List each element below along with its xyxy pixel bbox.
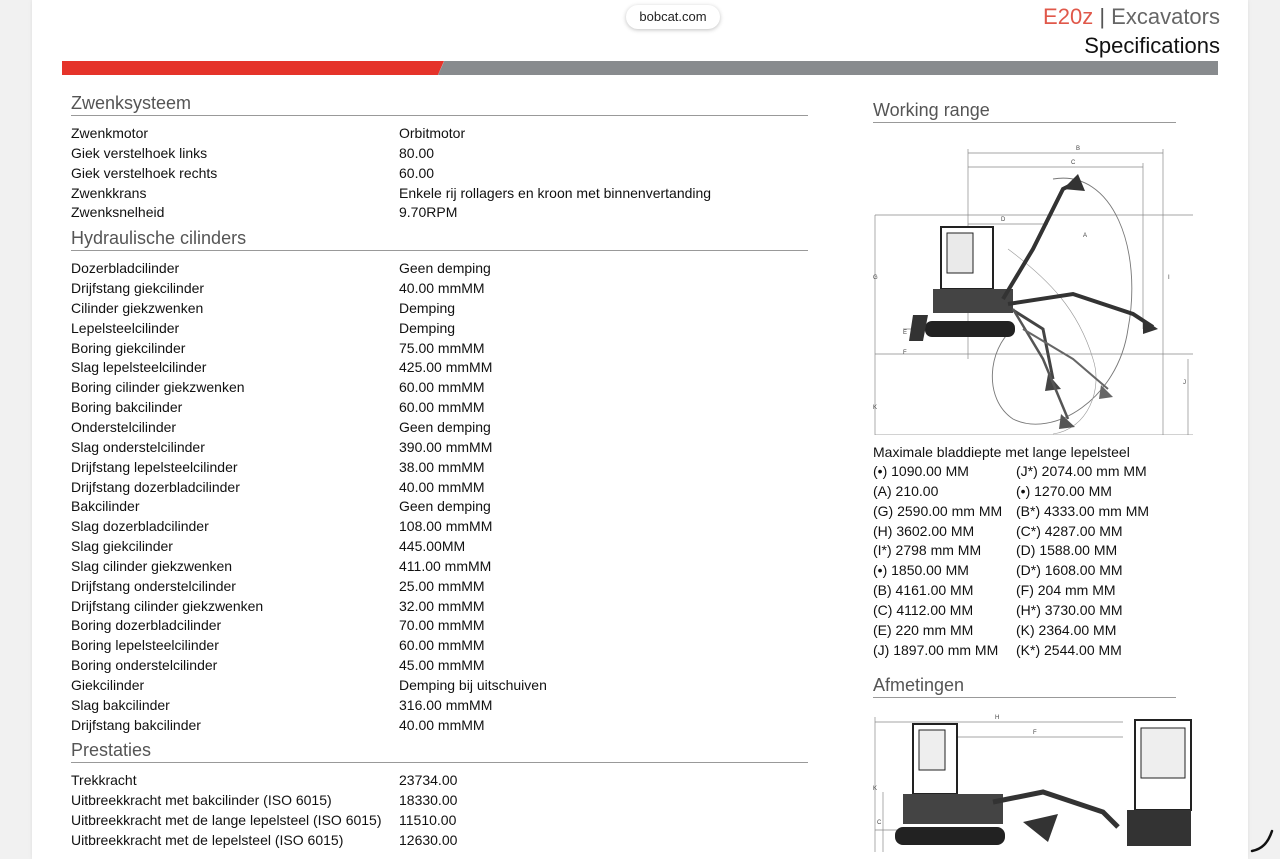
section-hydraulische-cilinders bbox=[71, 227, 808, 735]
diagram-letter: K bbox=[873, 405, 878, 411]
page-header bbox=[1043, 2, 1220, 60]
spec-row bbox=[71, 478, 808, 498]
spec-value: 12630.00 bbox=[399, 832, 458, 848]
spec-value: Orbitmotor bbox=[399, 125, 466, 141]
range-row bbox=[873, 482, 1183, 502]
spec-value: 60.00 mmMM bbox=[399, 399, 485, 416]
diagram-letter: I bbox=[1168, 275, 1170, 281]
spec-value: 60.00 mmMM bbox=[399, 379, 485, 396]
spec-label: Drijfstang onderstelcilinder bbox=[71, 577, 236, 594]
range-row bbox=[873, 601, 1183, 621]
spec-value: 316.00 mmMM bbox=[399, 696, 493, 713]
spec-row bbox=[71, 184, 808, 204]
spec-label: Dozerbladcilinder bbox=[71, 260, 180, 277]
title-separator: | bbox=[1099, 4, 1106, 29]
range-value: (D*) 1608.00 MM bbox=[1016, 562, 1123, 579]
spec-value: 390.00 mmMM bbox=[399, 438, 493, 455]
spec-row bbox=[71, 557, 808, 577]
afmetingen-diagram bbox=[873, 702, 1193, 857]
spec-value: 40.00 mmMM bbox=[399, 478, 485, 495]
spec-value: 18330.00 bbox=[399, 792, 458, 809]
diagram-letter: C bbox=[877, 820, 882, 827]
spec-row bbox=[71, 577, 808, 597]
spec-value: 9.70RPM bbox=[399, 204, 458, 221]
diagram-letter: D bbox=[1001, 217, 1006, 223]
spec-row bbox=[71, 438, 808, 458]
range-row bbox=[873, 561, 1183, 581]
spec-row bbox=[71, 124, 808, 144]
range-value: (E) 220 mm MM bbox=[873, 621, 974, 638]
spec-value: 60.00 bbox=[399, 164, 435, 181]
spec-label: Giekcilinder bbox=[71, 676, 145, 693]
spec-row bbox=[71, 616, 808, 636]
range-value: (A) 210.00 bbox=[873, 482, 939, 499]
spec-row bbox=[71, 497, 808, 517]
spec-row bbox=[71, 537, 808, 557]
spec-label: Bakcilinder bbox=[71, 498, 140, 515]
spec-row bbox=[71, 676, 808, 696]
section-title: Zwenksysteem bbox=[71, 92, 808, 116]
excavator-working-range-illustration bbox=[873, 129, 1193, 435]
range-row bbox=[873, 522, 1183, 542]
spec-value: 108.00 mmMM bbox=[399, 518, 493, 535]
spec-label: Uitbreekkracht met bakcilinder (ISO 6015) bbox=[71, 792, 332, 809]
spec-label: Boring lepelsteelcilinder bbox=[71, 637, 219, 654]
spec-label: Slag bakcilinder bbox=[71, 696, 170, 713]
spec-label: Boring giekcilinder bbox=[71, 339, 186, 356]
working-range-caption: Maximale bladdiepte met lange lepelsteel bbox=[873, 444, 1130, 460]
spec-label: Zwenkkrans bbox=[71, 184, 147, 201]
diagram-letter: B bbox=[1076, 146, 1081, 152]
range-value: (K*) 2544.00 MM bbox=[1016, 641, 1122, 658]
spec-row bbox=[71, 418, 808, 438]
diagram-letter: A bbox=[1083, 233, 1088, 239]
section-title: Hydraulische cilinders bbox=[71, 227, 808, 251]
spec-row bbox=[71, 144, 808, 164]
section-title: Prestaties bbox=[71, 739, 808, 763]
spec-label: Onderstelcilinder bbox=[71, 418, 177, 435]
spec-label: Boring dozerbladcilinder bbox=[71, 617, 222, 634]
spec-row bbox=[71, 164, 808, 184]
spec-row bbox=[71, 716, 808, 736]
spec-row bbox=[71, 259, 808, 279]
range-value: (K) 2364.00 MM bbox=[1016, 621, 1117, 638]
spec-value: Demping bbox=[399, 299, 456, 316]
spec-label: Slag giekcilinder bbox=[71, 538, 173, 555]
range-row bbox=[873, 581, 1183, 601]
section-rows bbox=[71, 771, 808, 850]
page-subtitle: Specifications bbox=[1084, 33, 1220, 58]
range-value: (C*) 4287.00 MM bbox=[1016, 522, 1123, 539]
diagram-letter: G bbox=[873, 275, 878, 281]
range-value: (J*) 2074.00 mm MM bbox=[1016, 463, 1147, 479]
url-pill[interactable]: bobcat.com bbox=[626, 5, 720, 29]
range-value: (H) 3602.00 MM bbox=[873, 522, 975, 539]
spec-row bbox=[71, 378, 808, 398]
spec-value: 75.00 mmMM bbox=[399, 339, 485, 356]
working-range-diagram bbox=[873, 129, 1193, 440]
spec-label: Giek verstelhoek links bbox=[71, 144, 208, 161]
model-name: E20z bbox=[1043, 4, 1094, 29]
range-value: (D) 1588.00 MM bbox=[1016, 542, 1118, 559]
spec-row bbox=[71, 339, 808, 359]
spec-label: Cilinder giekzwenken bbox=[71, 299, 204, 316]
spec-value: 60.00 mmMM bbox=[399, 637, 485, 654]
spec-label: Zwenksnelheid bbox=[71, 204, 165, 221]
spec-value: 411.00 mmMM bbox=[399, 557, 492, 574]
range-row bbox=[873, 502, 1183, 522]
spec-label: Drijfstang dozerbladcilinder bbox=[71, 478, 240, 495]
diagram-letter: F bbox=[1033, 730, 1037, 737]
spec-value: 23734.00 bbox=[399, 772, 458, 789]
range-value: (J) 1897.00 mm MM bbox=[873, 641, 999, 658]
spec-row bbox=[71, 299, 808, 319]
range-value: (C) 4112.00 MM bbox=[873, 601, 974, 618]
range-value: (G) 2590.00 mm MM bbox=[873, 502, 1003, 519]
spec-row bbox=[71, 636, 808, 656]
spec-label: Drijfstang bakcilinder bbox=[71, 716, 201, 733]
spec-row bbox=[71, 398, 808, 418]
spec-label: Uitbreekkracht met de lepelsteel (ISO 6015) bbox=[71, 832, 344, 848]
spec-value: Enkele rij rollagers en kroon met binnenvertanding bbox=[399, 184, 712, 201]
spec-label: Drijfstang lepelsteelcilinder bbox=[71, 458, 238, 475]
working-range-values bbox=[873, 462, 1183, 660]
spec-label: Boring cilinder giekzwenken bbox=[71, 379, 245, 396]
spec-row bbox=[71, 458, 808, 478]
working-range-panel bbox=[873, 99, 1186, 857]
category-name: Excavators bbox=[1111, 4, 1220, 29]
excavator-dimensions-illustration bbox=[873, 702, 1193, 852]
spec-label: Trekkracht bbox=[71, 772, 137, 789]
spec-row bbox=[71, 831, 808, 851]
spec-label: Slag lepelsteelcilinder bbox=[71, 359, 207, 376]
spec-label: Zwenkmotor bbox=[71, 125, 149, 141]
spec-row bbox=[71, 203, 808, 223]
spec-row bbox=[71, 358, 808, 378]
spec-row bbox=[71, 656, 808, 676]
range-value: (•) 1850.00 MM bbox=[873, 562, 969, 579]
spec-row bbox=[71, 279, 808, 299]
spec-value: 80.00 bbox=[399, 144, 435, 161]
spec-label: Drijfstang cilinder giekzwenken bbox=[71, 597, 264, 614]
spec-value: Demping bij uitschuiven bbox=[399, 676, 547, 693]
spec-row bbox=[71, 811, 808, 831]
spec-label: Boring bakcilinder bbox=[71, 399, 183, 416]
spec-label: Drijfstang giekcilinder bbox=[71, 280, 205, 297]
range-value: (•) 1270.00 MM bbox=[1016, 482, 1112, 499]
range-row bbox=[873, 462, 1183, 482]
spec-label: Uitbreekkracht met de lange lepelsteel (ISO 6015) bbox=[71, 812, 382, 829]
spec-value: 40.00 mmMM bbox=[399, 280, 485, 297]
range-value: (F) 204 mm MM bbox=[1016, 582, 1116, 599]
spec-label: Giek verstelhoek rechts bbox=[71, 164, 218, 181]
spec-value: 45.00 mmMM bbox=[399, 657, 485, 674]
spec-label: Lepelsteelcilinder bbox=[71, 319, 180, 336]
spec-value: 25.00 mmMM bbox=[399, 577, 485, 594]
section-zwenksysteem bbox=[71, 92, 808, 223]
spec-value: Demping bbox=[399, 319, 456, 336]
section-rows bbox=[71, 124, 808, 223]
range-value: (B) 4161.00 MM bbox=[873, 582, 974, 599]
diagram-letter: H bbox=[995, 715, 1000, 722]
working-range-title: Working range bbox=[873, 99, 1176, 123]
spec-value: 38.00 mmMM bbox=[399, 458, 485, 475]
spec-value: Geen demping bbox=[399, 498, 491, 515]
afmetingen-title: Afmetingen bbox=[873, 674, 1176, 698]
spec-value: 70.00 mmMM bbox=[399, 617, 485, 634]
section-rows bbox=[71, 259, 808, 735]
spec-value: Geen demping bbox=[399, 418, 491, 435]
spec-value: 445.00MM bbox=[399, 538, 466, 555]
range-value: (H*) 3730.00 MM bbox=[1016, 601, 1123, 618]
range-value: (B*) 4333.00 mm MM bbox=[1016, 502, 1150, 519]
header-bar-red bbox=[62, 61, 444, 75]
spec-value: 40.00 mmMM bbox=[399, 716, 485, 733]
range-value: (I*) 2798 mm MM bbox=[873, 542, 982, 559]
spec-label: Boring onderstelcilinder bbox=[71, 657, 218, 674]
spec-row bbox=[71, 597, 808, 617]
spec-row bbox=[71, 517, 808, 537]
spec-row bbox=[71, 696, 808, 716]
header-bar-grey bbox=[438, 61, 1218, 75]
spec-value: 32.00 mmMM bbox=[399, 597, 485, 614]
spec-value: Geen demping bbox=[399, 260, 491, 277]
diagram-letter: E bbox=[903, 330, 908, 336]
spec-tables bbox=[71, 92, 808, 851]
spec-label: Slag cilinder giekzwenken bbox=[71, 557, 233, 574]
range-row bbox=[873, 641, 1183, 661]
spec-label: Slag dozerbladcilinder bbox=[71, 518, 209, 535]
diagram-letter: F bbox=[903, 350, 907, 356]
spec-row bbox=[71, 319, 808, 339]
range-value: (•) 1090.00 MM bbox=[873, 463, 969, 479]
spec-value: 425.00 mmMM bbox=[399, 359, 493, 376]
diagram-letter: J bbox=[1183, 380, 1186, 386]
diagram-letter: K bbox=[873, 786, 878, 793]
corner-curl-icon bbox=[1250, 829, 1274, 853]
section-prestaties bbox=[71, 739, 808, 850]
spec-row bbox=[71, 771, 808, 791]
spec-label: Slag onderstelcilinder bbox=[71, 438, 205, 455]
diagram-letter: C bbox=[1071, 160, 1076, 166]
spec-value: 11510.00 bbox=[399, 812, 457, 829]
range-row bbox=[873, 541, 1183, 561]
range-row bbox=[873, 621, 1183, 641]
spec-row bbox=[71, 791, 808, 811]
